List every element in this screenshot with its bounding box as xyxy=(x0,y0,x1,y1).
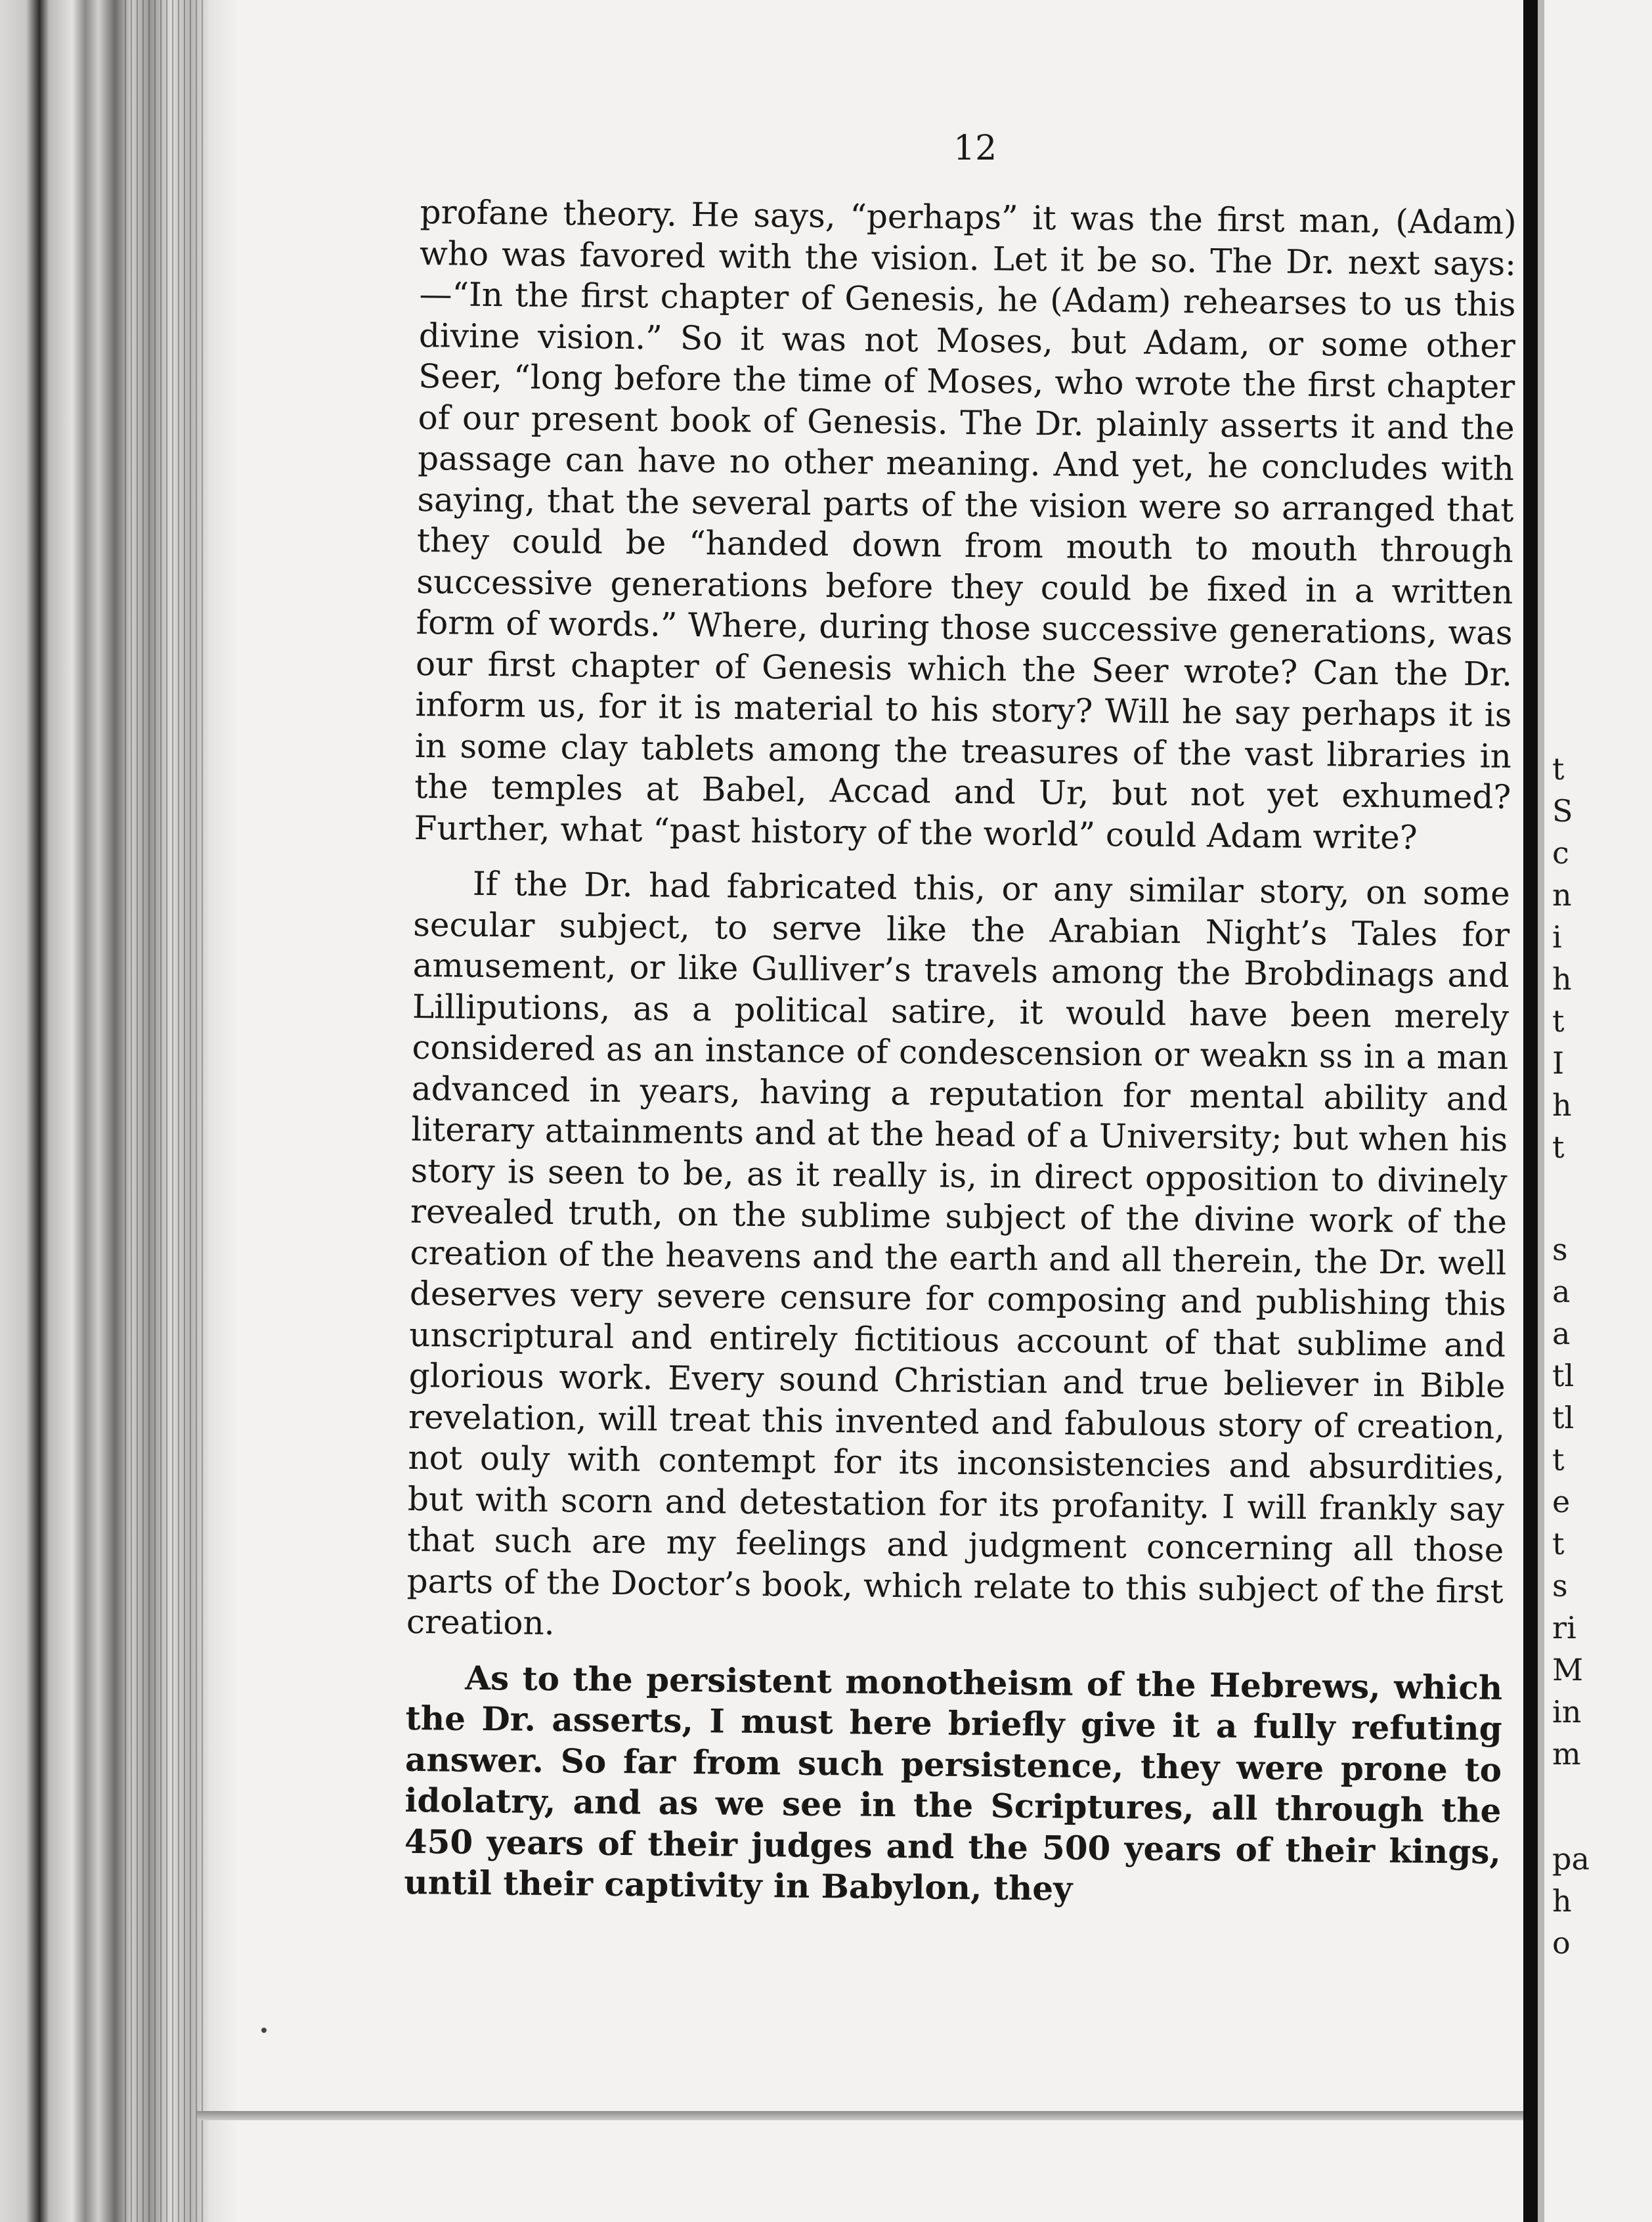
facing-page-edge xyxy=(1544,0,1652,2222)
facing-page-fragment: M xyxy=(1552,1652,1584,1688)
page-edges xyxy=(125,0,204,2222)
page-number: 12 xyxy=(953,129,997,168)
facing-page-fragment: t xyxy=(1552,1003,1565,1039)
facing-page-fragment: a xyxy=(1552,1316,1571,1351)
facing-page-fragment: i xyxy=(1552,919,1562,955)
facing-page-fragment: e xyxy=(1552,1484,1571,1519)
paragraph-3: As to the persistent monotheism of the Hebrews, which the Dr. asserts, I must here briefly give it a fully refuting answer. So far from such persistence, they were prone to idolatry, and as we see in the Scriptures, all through the 450 years of their judges and the 500 years of their kings, until their captivity in Babylon, they xyxy=(404,1658,1503,1908)
facing-page-fragment: tl xyxy=(1552,1400,1575,1435)
facing-page-fragment: a xyxy=(1552,1274,1571,1309)
facing-page-fragment: o xyxy=(1552,1925,1571,1961)
facing-page-fragment: t xyxy=(1552,751,1565,787)
facing-page-fragment: h xyxy=(1552,1087,1572,1123)
facing-page-fragment: ri xyxy=(1552,1610,1576,1645)
page-gutter-edge xyxy=(1538,0,1544,2222)
facing-page-fragment: pa xyxy=(1552,1841,1590,1877)
paragraph-1: profane theory. He says, “perhaps” it was the first man, (Adam) who was favored with the vision. Let it be so. The Dr. next says:—“In the first chapter of Genesis, he (Adam) rehearses to us this divine vision.” So it was not Moses, but Adam, or some other Seer, “long before the time of Moses, who wrote the first chapter of our present book of Genesis. The Dr. plainly asserts it and the passage can have no other meaning. And yet, he concludes with saying, that the several parts of the vision were so arranged that they could be “handed down from mouth to mouth through successive generations before they could be fixed in a written form of words.” Where, during those successive generations, was our first chapter of Genesis which the Seer wrote? Can the Dr. inform us, for it is material to his story? Will he say perhaps it is in some clay tablets among the treasures of the vast libraries in the temples at Babel, Accad and Ur, but not yet exhumed? Further, what “past history of the world” could Adam write? xyxy=(414,192,1517,857)
page-bottom-edge xyxy=(197,2111,1523,2120)
page-body xyxy=(404,192,1517,1913)
facing-page-fragment: h xyxy=(1552,961,1572,997)
facing-page-fragment: h xyxy=(1552,1883,1572,1919)
facing-page-fragment: S xyxy=(1552,793,1573,829)
paragraph-2: If the Dr. had fabricated this, or any similar story, on some secular subject, to serve like the Arabian Night’s Tales for amusement, or like Gulliver’s travels among the Brobdinags and Lilliputions, as a political satire, it would have been merely considered as an instance of condescension or weakn ss in a man advanced in years, having a reputation for mental ability and literary attainments and at the head of a University; but when his story is seen to be, as it really is, in direct opposition to divinely revealed truth, on the sublime subject of the divine work of the creation of the heavens and the earth and all therein, the Dr. well deserves very severe censure for composing and publishing this unscriptural and entirely fictitious account of that sublime and glorious work. Every sound Christian and true believer in Bible revelation, will treat this invented and fabulous story of creation, not ouly with contempt for its inconsistencies and absurdities, but with scorn and detestation for its profanity. I will frankly say that such are my feelings and judgment concerning all those parts of the Doctor’s book, which relate to this subject of the first creation. xyxy=(406,864,1511,1643)
facing-page-fragment: n xyxy=(1552,877,1572,913)
facing-page-fragment: I xyxy=(1552,1045,1565,1081)
facing-page-fragment: c xyxy=(1552,835,1569,871)
facing-page-fragment: t xyxy=(1552,1129,1565,1165)
speck xyxy=(261,2028,267,2033)
facing-page-fragment: tl xyxy=(1552,1358,1575,1393)
facing-page-fragment: m xyxy=(1552,1736,1581,1772)
facing-page-fragment: t xyxy=(1552,1442,1565,1477)
facing-page-fragment: s xyxy=(1552,1232,1568,1267)
facing-page-fragment: t xyxy=(1552,1526,1565,1561)
facing-page-fragment: s xyxy=(1552,1568,1568,1603)
page-gutter xyxy=(1523,0,1538,2222)
facing-page-fragment: in xyxy=(1552,1694,1582,1730)
